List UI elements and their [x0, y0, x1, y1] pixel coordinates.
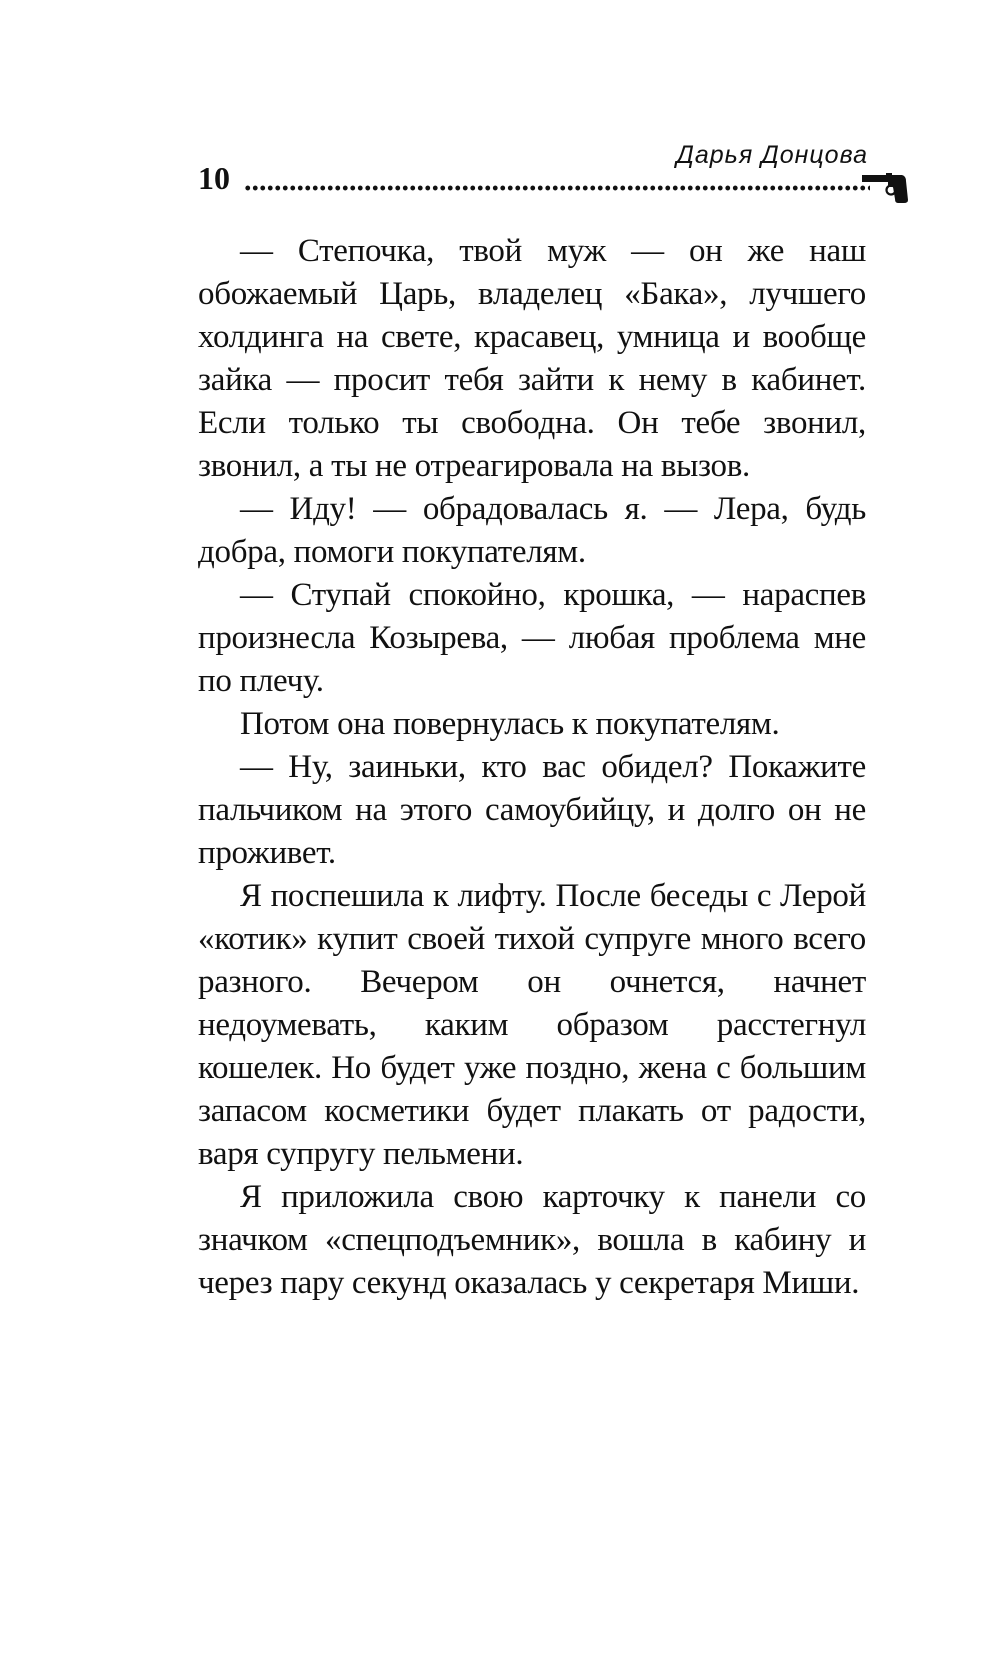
running-head [198, 140, 910, 210]
paragraph: Потом она повернулась к покупателям. [240, 706, 780, 742]
paragraph: — Ну, заиньки, кто вас обидел? Покажите пальчиком на этого самоубийцу, и долго он не проживет. [198, 749, 866, 871]
dotted-leader [244, 185, 870, 191]
running-head-author: Дарья Донцова [676, 141, 868, 169]
page-number: 10 [198, 160, 230, 196]
paragraph: Я поспешила к лифту. После беседы с Лерой «котик» купит своей тихой супруге много всего разного. Вечером он очнется, начнет недоумевать, каким образом расстегнул кошелек. Но будет уже поздно, жена с большим запасом косметики будет плакать от радости, варя супругу пельмени. [198, 878, 866, 1172]
paragraph: — Степочка, твой муж — он же наш обожаемый Царь, владелец «Бака», лучшего холдинга на свете, красавец, умница и вообще зайка — просит тебя зайти к нему в кабинет. Если только ты свободна. Он тебе звонил, звонил, а ты не отреагировала на вызов. [198, 233, 866, 484]
revolver-icon [862, 172, 910, 204]
paragraph: Я приложила свою карточку к панели со значком «спецподъемник», вошла в кабину и через пару секунд оказалась у секретаря Миши. [198, 1179, 866, 1301]
page-body-text [198, 230, 866, 1305]
paragraph: — Ступай спокойно, крошка, — нараспев произнесла Козырева, — любая проблема мне по плечу. [198, 577, 866, 699]
paragraph: — Иду! — обрадовалась я. — Лера, будь добра, помоги покупателям. [198, 491, 866, 570]
